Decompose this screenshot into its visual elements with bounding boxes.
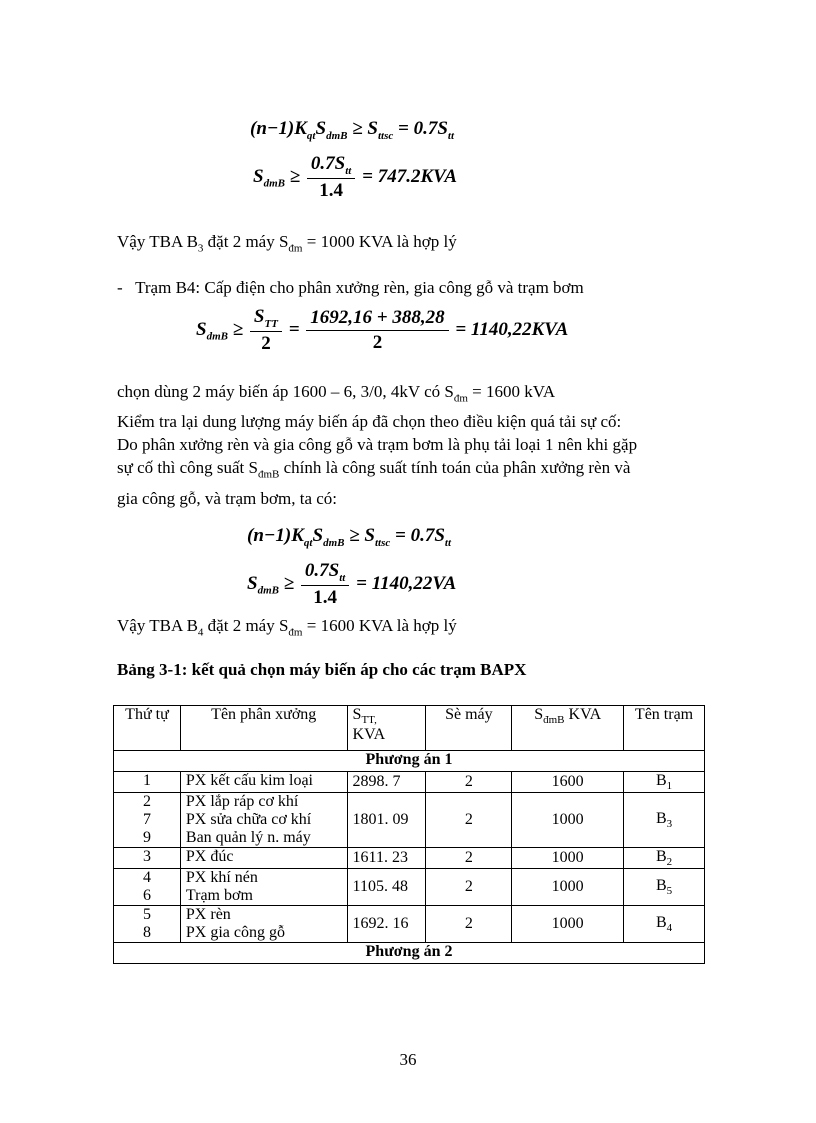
formula-b4-1: $S_{dmB}$ ≥ $\frac{S_{TT}}{2}$ = $\frac{1692,16 + 388,28}{2}$ = 1140,22KVA [196,306,569,354]
workshop-name: PX rèn [185,906,231,924]
workshop-name: Trạm bơm [185,887,253,905]
cell-ten-phan-xuong [180,906,347,943]
cell-stt: 2898. 7 [347,772,426,793]
index-value: 8 [142,924,151,942]
table-title: Bảng 3-1: kết quả chọn máy biến áp cho các trạm BAPX [117,660,527,679]
transformer-table [113,705,705,964]
index-value: 7 [142,811,151,829]
cell-thu-tu [114,772,181,793]
cell-ten-phan-xuong [180,772,347,793]
workshop-name: Ban quản lý n. máy [185,829,311,847]
table-row [114,869,705,906]
cell-ten-tram: $B_4$ [624,906,705,943]
section-row [114,943,705,964]
cell-ten-phan-xuong [180,793,347,848]
cell-thu-tu [114,906,181,943]
formula-b4-line2: $S_{dmB}$ ≥ $\frac{0.7S_{tt}}{1.4}$ = 1140,22VA [247,560,457,608]
formula-b4-line1: $(n-1)K_{qt}S_{dmB} \ge S_{ttsc} = 0.7S_{tt}$ [247,525,452,549]
tram-b4-heading: - Trạm B4: Cấp điện cho phân xưởng rèn, gia công gỗ và trạm bơm [117,278,584,297]
table-row [114,793,705,848]
index-value: 1 [142,772,151,789]
formula-b3-line2: $S_{dmB}$ ≥ $\frac{0.7S_{tt}}{1.4}$ = 747.2KVA [253,153,458,201]
header-ten-phan-xuong: Tên phân xưởng [180,706,347,751]
header-ten-tram: Tên trạm [624,706,705,751]
cell-so-may: 2 [426,793,512,848]
header-sdmb: $S_{đmB}$ KVA [512,706,624,751]
workshop-name: PX kết cấu kim loại [185,772,313,789]
cell-ten-tram: $B_5$ [624,869,705,906]
cell-ten-tram: $B_2$ [624,848,705,869]
cell-stt: 1611. 23 [347,848,426,869]
cell-ten-tram: $B_3$ [624,793,705,848]
cell-thu-tu [114,848,181,869]
conclusion-b3: Vậy TBA $B_3$ đặt 2 máy $S_{đm} = 1000$ KVA là hợp lý [117,232,457,255]
cell-so-may: 2 [426,906,512,943]
cell-thu-tu [114,793,181,848]
cell-so-may: 2 [426,869,512,906]
index-value: 4 [142,869,151,887]
section-row [114,751,705,772]
cell-thu-tu [114,869,181,906]
index-value: 2 [142,793,151,811]
section-phuong-an-1: Phương án 1 [114,751,705,772]
cell-stt: 1801. 09 [347,793,426,848]
cell-stt: 1692. 16 [347,906,426,943]
workshop-name: PX lắp ráp cơ khí [185,793,299,811]
cell-so-may: 2 [426,848,512,869]
paragraph-b4 [117,380,637,510]
cell-sdmb: 1000 [512,793,624,848]
para-line: gia công gỗ, và trạm bơm, ta có: [117,488,338,508]
workshop-name: PX sửa chữa cơ khí [185,811,312,829]
cell-sdmb: 1600 [512,772,624,793]
header-thu-tu: Thứ tự [114,706,181,751]
page-number: 36 [399,1050,417,1069]
cell-so-may: 2 [426,772,512,793]
cell-stt: 1105. 48 [347,869,426,906]
para-line: Do phân xưởng rèn và gia công gỗ và trạm bơm là phụ tải loại 1 nên khi gặp [117,435,638,455]
header-so-may: Sè máy [426,706,512,751]
table-row [114,772,705,793]
section-phuong-an-2: Phương án 2 [114,943,705,964]
header-stt: $S_{TT,}$ KVA [347,706,426,751]
index-value: 9 [142,829,151,847]
index-value: 5 [142,906,151,924]
formula-b3-line1: $(n-1)K_{qt}S_{dmB} \ge S_{ttsc} = 0.7S_{tt}$ [250,118,455,142]
cell-sdmb: 1000 [512,869,624,906]
para-line: Kiểm tra lại dung lượng máy biến áp đã chọn theo điều kiện quá tải sự cố: [117,412,622,432]
workshop-name: PX gia công gỗ [185,924,286,942]
cell-sdmb: 1000 [512,848,624,869]
workshop-name: PX khí nén [185,869,258,887]
para-line: sự cố thì công suất $S_{đmB}$ chính là công suất tính toán của phân xưởng rèn và [117,458,631,481]
workshop-name: PX đúc [185,848,234,866]
cell-ten-phan-xuong [180,869,347,906]
table-row [114,848,705,869]
index-value: 3 [142,848,151,866]
cell-ten-phan-xuong [180,848,347,869]
index-value: 6 [142,887,151,905]
conclusion-b4: Vậy TBA $B_4$ đặt 2 máy $S_{đm} = 1600$ KVA là hợp lý [117,616,457,639]
cell-sdmb: 1000 [512,906,624,943]
table-row [114,906,705,943]
cell-ten-tram: $B_1$ [624,772,705,793]
table-header-row [114,706,705,751]
para-line: chọn dùng 2 máy biến áp 1600 – 6, 3/0, 4kV có $S_{đm} = 1600$ kVA [117,382,556,405]
